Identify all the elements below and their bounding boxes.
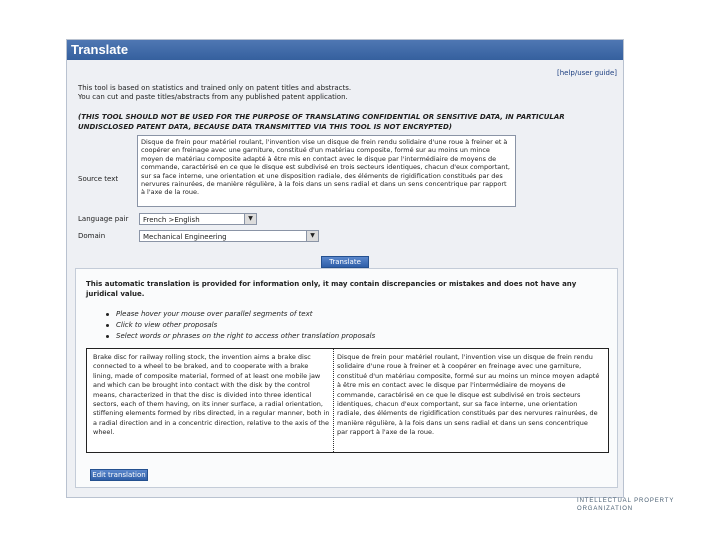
edit-translation-button[interactable]: Edit translation bbox=[90, 469, 148, 481]
tips-list bbox=[106, 309, 375, 342]
bullet-icon bbox=[106, 324, 109, 327]
source-text-label: Source text bbox=[78, 175, 119, 183]
organization-logo bbox=[577, 497, 674, 513]
language-pair-label: Language pair bbox=[78, 215, 129, 223]
intro-text bbox=[78, 84, 558, 102]
domain-select[interactable] bbox=[139, 230, 319, 242]
bullet-icon bbox=[106, 335, 109, 338]
organization-line-1: INTELLECTUAL PROPERTY bbox=[577, 498, 675, 504]
list-item: Select words or phrases on the right to access other translation proposals bbox=[106, 331, 375, 342]
translate-button[interactable]: Translate bbox=[321, 256, 369, 268]
intro-line-2: You can cut and paste titles/abstracts from any published patent application. bbox=[78, 93, 348, 101]
translation-result bbox=[75, 268, 618, 488]
original-text[interactable]: Disque de frein pour matériel roulant, l'invention vise un disque de frein rendu solidaire d'une roue à freiner et à coopérer en freinage avec une garniture, constitué d'un matériau composite, formé sur au moins un mince moyen adapté à être mis en contact avec le disque par l'intermédiaire de moyens de commande, caractérisé en ce que le disque est subdivisé en trois secteurs identiques, chacun d'eux comportant, sur sa face interne, une orientation radiale, des éléments de rigidification constitués par des nervures rainurées, de manière régulière, à la fois dans un sens radial et dans un sens concentrique par rapport à l'axe de la roue. bbox=[337, 353, 600, 437]
translated-text[interactable]: Brake disc for railway rolling stock, the invention aims a brake disc connected to a wheel to be braked, and to cooperate with a brake lining, made of composite material, formed of at least one mobile jaw and which can be brought into contact with the disk by the control means, characterized in that the disc is divided into three identical sectors, each of them having, on its inner surface, a radial orientation, stiffening elements formed by ribs directed, in a regular manner, both in a radial direction and in a concentric direction, relative to the axis of the wheel. bbox=[93, 353, 330, 437]
confidentiality-warning: (THIS TOOL SHOULD NOT BE USED FOR THE PURPOSE OF TRANSLATING CONFIDENTIAL OR SENSITIVE DATA, IN PARTICULAR UNDISCLOSED PATENT DATA, BECAUSE DATA TRANSMITTED VIA THIS TOOL IS NOT ENCRYPTED) bbox=[78, 113, 565, 131]
column-divider bbox=[333, 349, 334, 452]
organization-line-2: ORGANIZATION bbox=[577, 506, 634, 512]
source-text-input[interactable]: Disque de frein pour matériel roulant, l'invention vise un disque de frein rendu solidaire d'une roue à freiner et à coopérer en freinage avec une garniture, constitué d'un matériau composite, formé sur au moins un mince moyen de matériau composite adapté à être mis en contact avec le disque par l'intermédiaire de moyens de commande, caractérisé en ce que le disque est subdivisé en trois secteurs identiques, chacun d'eux comportant, sur sa face interne, une orientation et une disposition radiale, des éléments de rigidification constitués par des nervures rainurées, de manière régulière, à la fois dans un sens radial et dans un sens concentrique par rapport à l'axe de la roue. bbox=[137, 135, 516, 207]
bullet-icon bbox=[106, 313, 109, 316]
disclaimer-text: This automatic translation is provided for information only, it may contain discrepancies or mistakes and does not have any juridical value. bbox=[86, 280, 577, 298]
list-item: Click to view other proposals bbox=[106, 320, 375, 331]
language-pair-select[interactable] bbox=[139, 213, 257, 225]
parallel-texts bbox=[86, 348, 609, 453]
intro-line-1: This tool is based on statistics and trained only on patent titles and abstracts. bbox=[78, 84, 352, 92]
domain-value: Mechanical Engineering bbox=[143, 233, 227, 241]
chevron-down-icon: ▼ bbox=[306, 231, 318, 241]
help-link[interactable]: [help/user guide] bbox=[556, 69, 617, 77]
list-item: Please hover your mouse over parallel segments of text bbox=[106, 309, 375, 320]
chevron-down-icon: ▼ bbox=[244, 214, 256, 224]
translate-panel bbox=[66, 39, 624, 498]
window-title: Translate bbox=[67, 40, 623, 60]
domain-label: Domain bbox=[78, 232, 106, 240]
language-pair-value: French >English bbox=[143, 216, 200, 224]
